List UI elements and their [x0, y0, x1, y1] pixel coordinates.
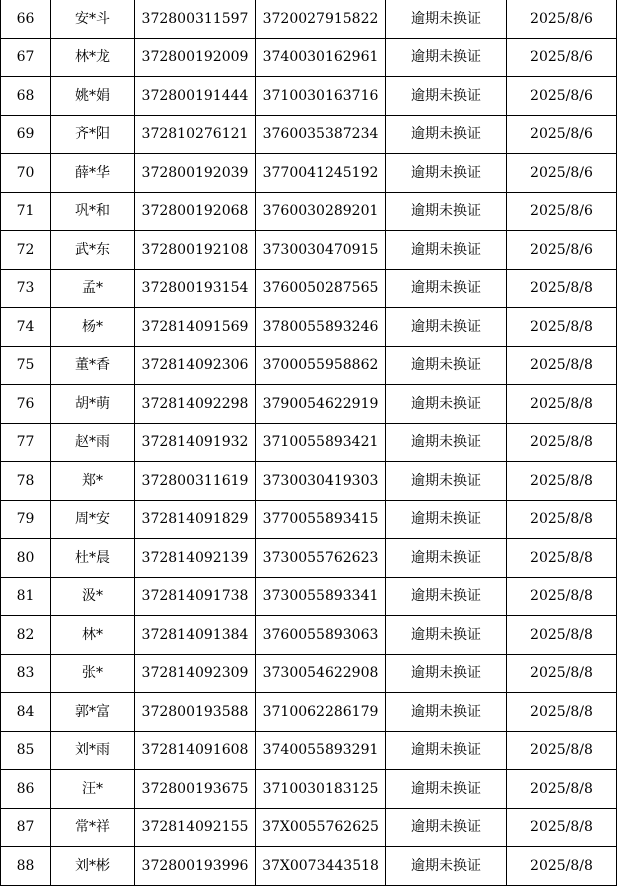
id-number-cell: 372814092309 — [135, 654, 256, 693]
table-row — [1, 423, 617, 462]
date-cell: 2025/8/6 — [507, 192, 617, 231]
table-body — [1, 0, 617, 885]
name-cell: 巩*和 — [51, 192, 135, 231]
name-cell: 齐*阳 — [51, 115, 135, 154]
id-number-cell: 372814091384 — [135, 616, 256, 655]
license-number-cell: 3780055893246 — [256, 308, 386, 347]
name-cell: 姚*娟 — [51, 77, 135, 116]
id-number-cell: 372814091932 — [135, 423, 256, 462]
row-number-cell: 69 — [1, 115, 51, 154]
license-number-cell: 3710055893421 — [256, 423, 386, 462]
row-number-cell: 77 — [1, 423, 51, 462]
name-cell: 孟* — [51, 269, 135, 308]
table-row — [1, 192, 617, 231]
date-cell: 2025/8/6 — [507, 77, 617, 116]
row-number-cell: 75 — [1, 346, 51, 385]
date-cell: 2025/8/8 — [507, 423, 617, 462]
id-number-cell: 372814091829 — [135, 500, 256, 539]
row-number-cell: 80 — [1, 539, 51, 578]
row-number-cell: 81 — [1, 577, 51, 616]
table-row — [1, 308, 617, 347]
date-cell: 2025/8/8 — [507, 269, 617, 308]
name-cell: 董*香 — [51, 346, 135, 385]
id-number-cell: 372800192039 — [135, 154, 256, 193]
status-cell: 逾期未换证 — [386, 346, 507, 385]
status-cell: 逾期未换证 — [386, 77, 507, 116]
row-number-cell: 82 — [1, 616, 51, 655]
date-cell: 2025/8/8 — [507, 462, 617, 501]
license-number-cell: 3790054622919 — [256, 385, 386, 424]
row-number-cell: 68 — [1, 77, 51, 116]
row-number-cell: 72 — [1, 231, 51, 270]
status-cell: 逾期未换证 — [386, 808, 507, 847]
license-number-cell: 3760035387234 — [256, 115, 386, 154]
name-cell: 武*东 — [51, 231, 135, 270]
id-number-cell: 372814091738 — [135, 577, 256, 616]
table-row — [1, 231, 617, 270]
table-row — [1, 154, 617, 193]
table-row — [1, 731, 617, 770]
id-number-cell: 372814092306 — [135, 346, 256, 385]
id-number-cell: 372814092298 — [135, 385, 256, 424]
license-number-cell: 3730030470915 — [256, 231, 386, 270]
date-cell: 2025/8/8 — [507, 346, 617, 385]
name-cell: 汲* — [51, 577, 135, 616]
name-cell: 汪* — [51, 770, 135, 809]
table-row — [1, 77, 617, 116]
license-number-cell: 3740030162961 — [256, 38, 386, 77]
row-number-cell: 78 — [1, 462, 51, 501]
date-cell: 2025/8/8 — [507, 577, 617, 616]
status-cell: 逾期未换证 — [386, 500, 507, 539]
table-row — [1, 500, 617, 539]
row-number-cell: 85 — [1, 731, 51, 770]
row-number-cell: 87 — [1, 808, 51, 847]
license-number-cell: 3730054622908 — [256, 654, 386, 693]
name-cell: 杜*晨 — [51, 539, 135, 578]
id-number-cell: 372800192009 — [135, 38, 256, 77]
id-number-cell: 372800311619 — [135, 462, 256, 501]
id-number-cell: 372810276121 — [135, 115, 256, 154]
name-cell: 周*安 — [51, 500, 135, 539]
date-cell: 2025/8/8 — [507, 654, 617, 693]
row-number-cell: 71 — [1, 192, 51, 231]
license-number-cell: 3730055762623 — [256, 539, 386, 578]
id-number-cell: 372814091608 — [135, 731, 256, 770]
name-cell: 赵*雨 — [51, 423, 135, 462]
id-number-cell: 372800193675 — [135, 770, 256, 809]
table-row — [1, 539, 617, 578]
date-cell: 2025/8/8 — [507, 616, 617, 655]
license-number-cell: 37X0073443518 — [256, 847, 386, 886]
id-number-cell: 372814091569 — [135, 308, 256, 347]
name-cell: 郑* — [51, 462, 135, 501]
license-number-cell: 3700055958862 — [256, 346, 386, 385]
table-row — [1, 0, 617, 38]
status-cell: 逾期未换证 — [386, 38, 507, 77]
license-number-cell: 3710030183125 — [256, 770, 386, 809]
status-cell: 逾期未换证 — [386, 231, 507, 270]
license-number-cell: 3770041245192 — [256, 154, 386, 193]
row-number-cell: 66 — [1, 0, 51, 38]
date-cell: 2025/8/8 — [507, 500, 617, 539]
date-cell: 2025/8/6 — [507, 231, 617, 270]
status-cell: 逾期未换证 — [386, 154, 507, 193]
date-cell: 2025/8/8 — [507, 808, 617, 847]
status-cell: 逾期未换证 — [386, 616, 507, 655]
table-row — [1, 462, 617, 501]
id-number-cell: 372800193154 — [135, 269, 256, 308]
row-number-cell: 74 — [1, 308, 51, 347]
table-row — [1, 577, 617, 616]
name-cell: 林* — [51, 616, 135, 655]
status-cell: 逾期未换证 — [386, 462, 507, 501]
table-row — [1, 654, 617, 693]
id-number-cell: 372800191444 — [135, 77, 256, 116]
status-cell: 逾期未换证 — [386, 693, 507, 732]
license-number-cell: 3730055893341 — [256, 577, 386, 616]
status-cell: 逾期未换证 — [386, 423, 507, 462]
license-number-cell: 3760050287565 — [256, 269, 386, 308]
date-cell: 2025/8/8 — [507, 770, 617, 809]
id-number-cell: 372800192068 — [135, 192, 256, 231]
license-number-cell: 3720027915822 — [256, 0, 386, 38]
row-number-cell: 83 — [1, 654, 51, 693]
status-cell: 逾期未换证 — [386, 192, 507, 231]
id-number-cell: 372800192108 — [135, 231, 256, 270]
row-number-cell: 84 — [1, 693, 51, 732]
name-cell: 常*祥 — [51, 808, 135, 847]
status-cell: 逾期未换证 — [386, 269, 507, 308]
name-cell: 张* — [51, 654, 135, 693]
date-cell: 2025/8/6 — [507, 154, 617, 193]
name-cell: 胡*萌 — [51, 385, 135, 424]
license-number-cell: 37X0055762625 — [256, 808, 386, 847]
name-cell: 刘*彬 — [51, 847, 135, 886]
row-number-cell: 79 — [1, 500, 51, 539]
status-cell: 逾期未换证 — [386, 0, 507, 38]
date-cell: 2025/8/8 — [507, 308, 617, 347]
license-number-cell: 3760055893063 — [256, 616, 386, 655]
table-row — [1, 770, 617, 809]
row-number-cell: 86 — [1, 770, 51, 809]
license-number-cell: 3740055893291 — [256, 731, 386, 770]
name-cell: 安*斗 — [51, 0, 135, 38]
name-cell: 林*龙 — [51, 38, 135, 77]
status-cell: 逾期未换证 — [386, 770, 507, 809]
status-cell: 逾期未换证 — [386, 847, 507, 886]
table-row — [1, 616, 617, 655]
id-number-cell: 372800311597 — [135, 0, 256, 38]
table-row — [1, 847, 617, 886]
row-number-cell: 67 — [1, 38, 51, 77]
date-cell: 2025/8/8 — [507, 847, 617, 886]
license-number-cell: 3770055893415 — [256, 500, 386, 539]
row-number-cell: 76 — [1, 385, 51, 424]
status-cell: 逾期未换证 — [386, 731, 507, 770]
id-number-cell: 372800193996 — [135, 847, 256, 886]
name-cell: 薛*华 — [51, 154, 135, 193]
date-cell: 2025/8/8 — [507, 693, 617, 732]
license-number-cell: 3760030289201 — [256, 192, 386, 231]
table-row — [1, 385, 617, 424]
license-number-cell: 3710030163716 — [256, 77, 386, 116]
name-cell: 杨* — [51, 308, 135, 347]
status-cell: 逾期未换证 — [386, 577, 507, 616]
date-cell: 2025/8/6 — [507, 0, 617, 38]
id-number-cell: 372814092155 — [135, 808, 256, 847]
name-cell: 郭*富 — [51, 693, 135, 732]
status-cell: 逾期未换证 — [386, 654, 507, 693]
status-cell: 逾期未换证 — [386, 308, 507, 347]
table-row — [1, 693, 617, 732]
date-cell: 2025/8/6 — [507, 38, 617, 77]
status-cell: 逾期未换证 — [386, 115, 507, 154]
row-number-cell: 88 — [1, 847, 51, 886]
table-row — [1, 115, 617, 154]
table-row — [1, 269, 617, 308]
id-number-cell: 372814092139 — [135, 539, 256, 578]
date-cell: 2025/8/6 — [507, 115, 617, 154]
row-number-cell: 70 — [1, 154, 51, 193]
row-number-cell: 73 — [1, 269, 51, 308]
license-number-cell: 3730030419303 — [256, 462, 386, 501]
date-cell: 2025/8/8 — [507, 731, 617, 770]
table-row — [1, 346, 617, 385]
status-cell: 逾期未换证 — [386, 539, 507, 578]
table-row — [1, 38, 617, 77]
license-number-cell: 3710062286179 — [256, 693, 386, 732]
date-cell: 2025/8/8 — [507, 539, 617, 578]
status-cell: 逾期未换证 — [386, 385, 507, 424]
name-cell: 刘*雨 — [51, 731, 135, 770]
date-cell: 2025/8/8 — [507, 385, 617, 424]
table-row — [1, 808, 617, 847]
id-number-cell: 372800193588 — [135, 693, 256, 732]
